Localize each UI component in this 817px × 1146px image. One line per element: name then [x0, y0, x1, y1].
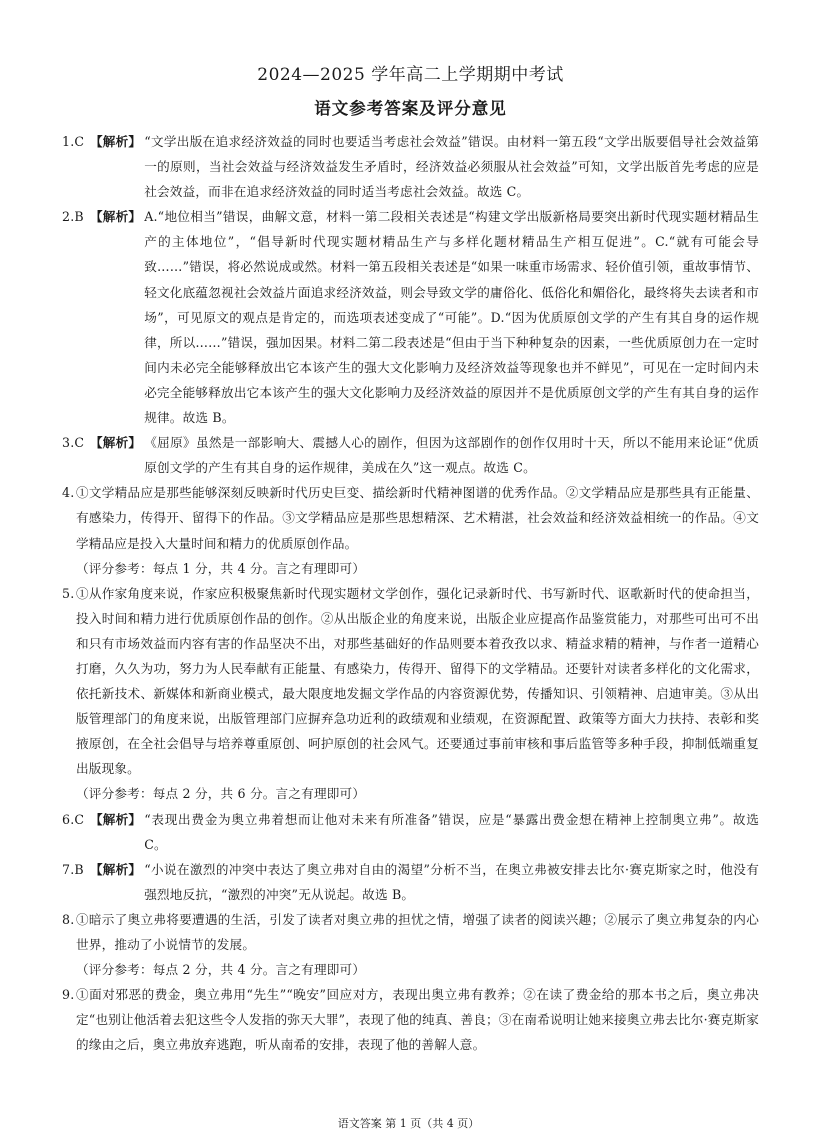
scoring-note-8: （评分参考：每点 2 分，共 4 分。言之有理即可）	[76, 962, 366, 978]
answer-item-7	[62, 857, 759, 907]
item-text: A.“地位相当”错误，曲解文意，材料一第二段相关表述是“构建文学出版新格局要突出新时代现实题材精品生产的主体地位”，“倡导新时代现实题材精品生产与多样化题材精品生产相互促进”。C.“就有可能会导致……”错误，将必然说成或然。材料一第五段相关表述是“如果一味重市场需求、轻价值引领，重故事情节、轻文化底蕴忽视社会效益片面追求经济效益，则会导致文学的庸俗化、低俗化和媚俗化，最终将失去读者和市场”，可见原文的观点是肯定的，而选项表述变成了“可能”。D.“因为优质原创文学的产生有其自身的运作规律，所以……”错误，强加因果。材料二第二段表述是“但由于当下种种复杂的因素，一些优质原创力在一定时间内未必完全能够释放出它本该产生的强大文化影响力及经济效益等现象也并不鲜见”，可见在一定时间内未必完全能够释放出它本该产生的强大文化影响力及经济效益的原因并不是优质原创文学的产生有其自身的运作规律。故选 B。	[144, 209, 759, 426]
answer-item-6	[62, 807, 759, 857]
page-subtitle: 语文参考答案及评分意见	[314, 99, 507, 118]
item-number: 4.	[62, 485, 75, 501]
item-text: ①面对邪恶的费金，奥立弗用“先生”“晚安”回应对方，表现出奥立弗有教养；②在读了费金给的那本书之后，奥立弗决定“也别让他活着去犯这些令人发指的弥天大罪”，表现了他的纯真、善良；③在南希说明让她来接奥立弗去比尔·赛克斯家的缘由之后，奥立弗放弃逃跑，听从南希的安排，表现了他的善解人意。	[76, 987, 759, 1053]
analysis-tag: 【解析】	[90, 435, 142, 451]
page-footer: 语文答案 第 1 页（共 4 页）	[337, 1117, 480, 1130]
answer-item-9	[62, 982, 759, 1057]
item-text: ①文学精品应是那些能够深刻反映新时代历史巨变、描绘新时代精神图谱的优秀作品。②文学精品应是那些具有正能量、有感染力，传得开、留得下的作品。③文学精品应是那些思想精深、艺术精湛，社会效益和经济效益相统一的作品。④文学精品应是投入大量时间和精力的优质原创作品。	[76, 485, 759, 551]
item-number: 3.C	[62, 435, 85, 451]
analysis-tag: 【解析】	[90, 811, 142, 827]
item-number: 1.C	[62, 134, 85, 149]
answer-item-1	[62, 129, 759, 204]
item-number: 2.B	[62, 209, 84, 225]
analysis-tag: 【解析】	[90, 209, 142, 225]
answer-item-5	[62, 581, 759, 782]
scoring-note-4: （评分参考：每点 1 分，共 4 分。言之有理即可）	[76, 560, 366, 576]
item-number: 6.C	[62, 811, 85, 827]
item-text: ①从作家角度来说，作家应积极聚焦新时代现实题材文学创作，强化记录新时代、书写新时代、讴歌新时代的使命担当，投入时间和精力进行优质原创作品的创作。②从出版企业的角度来说，出版企业应提高作品鉴赏能力，对那些可出可不出和只有市场效益而内容有害的作品坚决不出，对那些基础好的作品则要本着孜孜以求、精益求精的精神，与作者一道精心打磨，久久为功，努力为人民奉献有正能量、有感染力，传得开、留得下的文学精品。还要针对读者多样化的文化需求，依托新技术、新媒体和新商业模式，最大限度地发掘文学作品的内容资源优势，传播知识、引领精神、启迪审美。③从出版管理部门的角度来说，出版管理部门应摒弃急功近利的政绩观和业绩观，在资源配置、政策等方面大力扶持、表彰和奖掖原创，在全社会倡导与培养尊重原创、呵护原创的社会风气。还要通过事前审核和事后监管等多种手段，抑制低端重复出版现象。	[76, 585, 759, 777]
answer-item-2	[62, 204, 759, 430]
item-text: “文学出版在追求经济效益的同时也要适当考虑社会效益”错误。由材料一第五段“文学出版要倡导社会效益第一的原则，当社会效益与经济效益发生矛盾时，经济效益必须服从社会效益”可知，文学出版首先考虑的应是社会效益，而非在追求经济效益的同时适当考虑社会效益。故选 C。	[144, 134, 759, 200]
item-text: ①暗示了奥立弗将要遭遇的生活，引发了读者对奥立弗的担忧之情，增强了读者的阅读兴趣；②展示了奥立弗复杂的内心世界，推动了小说情节的发展。	[76, 911, 759, 952]
item-number: 5.	[62, 585, 75, 601]
analysis-tag: 【解析】	[90, 134, 142, 149]
answer-item-8	[62, 907, 759, 957]
item-text: 《屈原》虽然是一部影响大、震撼人心的剧作，但因为这部剧作的创作仅用时十天，所以不能用来论证“优质原创文学的产生有其自身的运作规律，美成在久”这一观点。故选 C。	[144, 435, 759, 476]
page-title: 2024—2025 学年高二上学期期中考试	[257, 65, 564, 85]
item-number: 9.	[62, 987, 75, 1003]
item-number: 8.	[62, 911, 75, 927]
answer-list	[62, 129, 759, 1057]
analysis-tag: 【解析】	[90, 861, 142, 877]
item-number: 7.B	[62, 861, 84, 877]
answer-item-4	[62, 480, 759, 555]
scoring-note-5: （评分参考：每点 2 分，共 6 分。言之有理即可）	[76, 786, 366, 802]
item-text: “表现出费金为奥立弗着想而让他对未来有所准备”错误，应是“暴露出费金想在精神上控制奥立弗”。故选 C。	[144, 811, 759, 852]
item-text: “小说在激烈的冲突中表达了奥立弗对自由的渴望”分析不当，在奥立弗被安排去比尔·赛克斯家之时，他没有强烈地反抗，“激烈的冲突”无从说起。故选 B。	[144, 861, 759, 902]
answer-item-3	[62, 430, 759, 480]
